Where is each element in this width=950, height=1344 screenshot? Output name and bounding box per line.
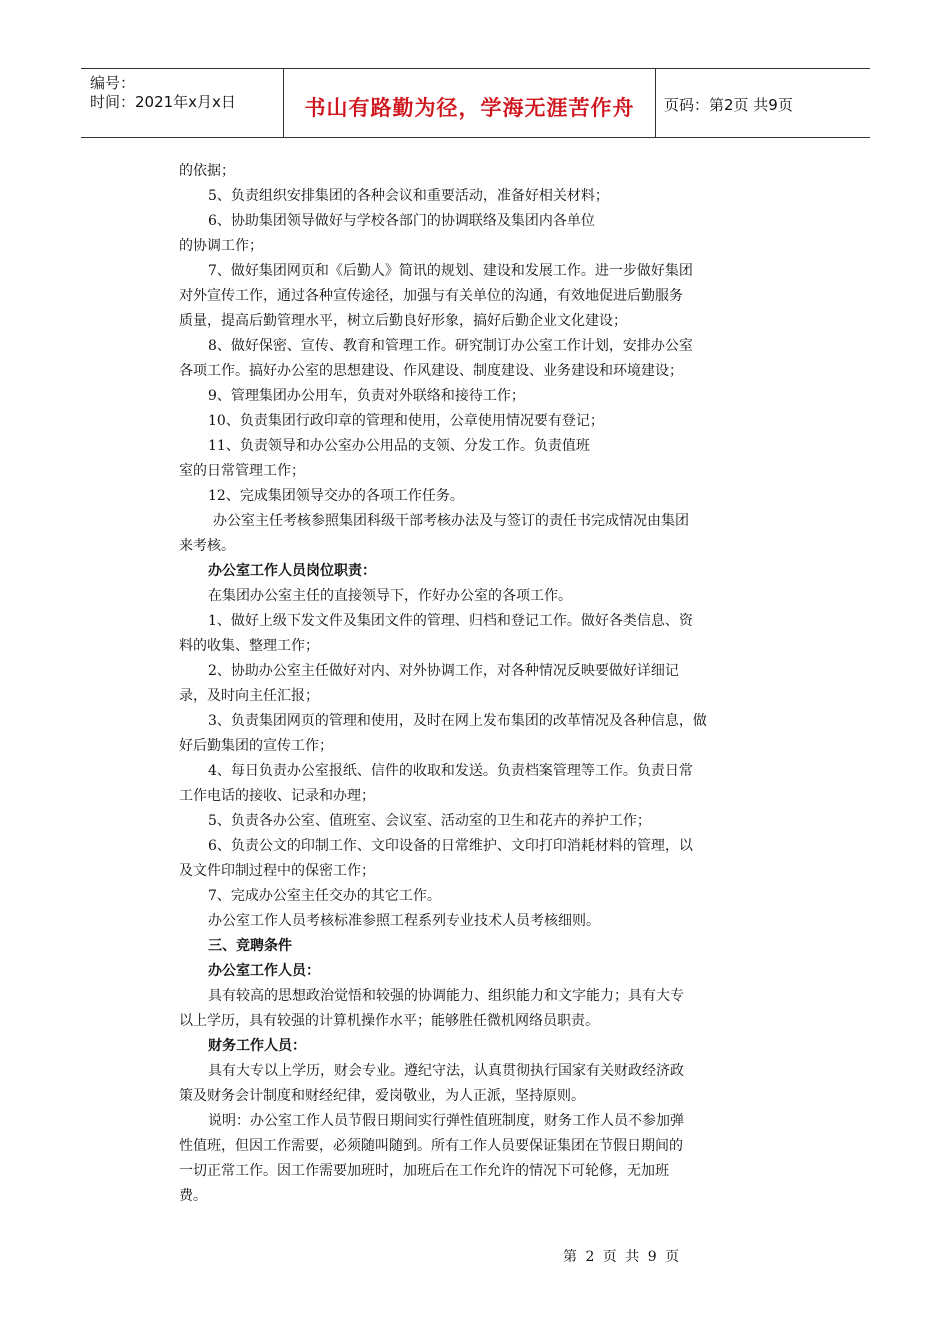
paragraph-line: 对外宣传工作，通过各种宣传途径，加强与有关单位的沟通，有效地促进后勤服务	[179, 288, 683, 304]
paragraph-line: 的协调工作；	[179, 238, 263, 254]
paragraph-line: 5、负责各办公室、值班室、会议室、活动室的卫生和花卉的养护工作；	[208, 813, 651, 829]
section-heading: 财务工作人员：	[208, 1038, 306, 1054]
paragraph-line: 4、每日负责办公室报纸、信件的收取和发送。负责档案管理等工作。负责日常	[208, 763, 693, 779]
paragraph-line: 质量，提高后勤管理水平，树立后勤良好形象，搞好后勤企业文化建设；	[179, 313, 627, 329]
paragraph-line: 以上学历，具有较强的计算机操作水平；能够胜任微机网络员职责。	[179, 1013, 599, 1029]
header-motto-cell	[283, 69, 656, 137]
document-body	[179, 159, 705, 1209]
paragraph-line: 性值班，但因工作需要，必须随叫随到。所有工作人员要保证集团在节假日期间的	[179, 1138, 683, 1154]
paragraph-line: 6、负责公文的印制工作、文印设备的日常维护、文印打印消耗材料的管理，以	[208, 838, 693, 854]
paragraph-line: 办公室主任考核参照集团科级干部考核办法及与签订的责任书完成情况由集团	[213, 513, 689, 529]
header-info-cell	[81, 69, 283, 137]
paragraph-line: 录，及时向主任汇报；	[179, 688, 319, 704]
paragraph-line: 具有较高的思想政治觉悟和较强的协调能力、组织能力和文字能力；具有大专	[208, 988, 684, 1004]
paragraph-line: 10、负责集团行政印章的管理和使用，公章使用情况要有登记；	[208, 413, 604, 429]
header-page-cell	[656, 69, 870, 137]
paragraph-line: 2、协助办公室主任做好对内、对外协调工作，对各种情况反映要做好详细记	[208, 663, 679, 679]
paragraph-line: 工作电话的接收、记录和办理；	[179, 788, 375, 804]
paragraph-line: 6、协助集团领导做好与学校各部门的协调联络及集团内各单位	[208, 213, 595, 229]
paragraph-line: 5、负责组织安排集团的各种会议和重要活动，准备好相关材料；	[208, 188, 609, 204]
paragraph-line: 12、完成集团领导交办的各项工作任务。	[208, 488, 464, 504]
header-motto: 书山有路勤为径，学海无涯苦作舟	[304, 96, 635, 120]
paragraph-line: 说明：办公室工作人员节假日期间实行弹性值班制度，财务工作人员不参加弹	[208, 1113, 684, 1129]
paragraph-line: 7、完成办公室主任交办的其它工作。	[208, 888, 441, 904]
page-header	[81, 68, 870, 138]
paragraph-line: 在集团办公室主任的直接领导下，作好办公室的各项工作。	[208, 588, 572, 604]
paragraph-line: 策及财务会计制度和财经纪律，爱岗敬业，为人正派，坚持原则。	[179, 1088, 585, 1104]
section-heading: 办公室工作人员岗位职责：	[208, 563, 376, 579]
document-date-label: 时间：2021年x月x日	[90, 93, 236, 111]
paragraph-line: 11、负责领导和办公室办公用品的支领、分发工作。负责值班	[208, 438, 590, 454]
header-page-number: 页码：第2页 共9页	[664, 96, 793, 114]
section-heading: 办公室工作人员：	[208, 963, 320, 979]
paragraph-line: 料的收集、整理工作；	[179, 638, 319, 654]
paragraph-line: 3、负责集团网页的管理和使用，及时在网上发布集团的改革情况及各种信息，做	[208, 713, 707, 729]
paragraph-line: 各项工作。搞好办公室的思想建设、作风建设、制度建设、业务建设和环境建设；	[179, 363, 683, 379]
paragraph-line: 室的日常管理工作；	[179, 463, 305, 479]
paragraph-line: 1、做好上级下发文件及集团文件的管理、归档和登记工作。做好各类信息、资	[208, 613, 693, 629]
page-footer: 第 2 页 共 9 页	[563, 1249, 680, 1265]
paragraph-line: 好后勤集团的宣传工作；	[179, 738, 333, 754]
paragraph-line: 及文件印制过程中的保密工作；	[179, 863, 375, 879]
paragraph-line: 9、管理集团办公用车，负责对外联络和接待工作；	[208, 388, 525, 404]
paragraph-line: 具有大专以上学历，财会专业。遵纪守法，认真贯彻执行国家有关财政经济政	[208, 1063, 684, 1079]
paragraph-line: 办公室工作人员考核标准参照工程系列专业技术人员考核细则。	[208, 913, 600, 929]
section-heading: 三、竞聘条件	[208, 938, 292, 954]
paragraph-line: 的依据；	[179, 163, 235, 179]
paragraph-line: 一切正常工作。因工作需要加班时，加班后在工作允许的情况下可轮修，无加班	[179, 1163, 669, 1179]
paragraph-line: 来考核。	[179, 538, 235, 554]
paragraph-line: 7、做好集团网页和《后勤人》简讯的规划、建设和发展工作。进一步做好集团	[208, 263, 693, 279]
paragraph-line: 8、做好保密、宣传、教育和管理工作。研究制订办公室工作计划，安排办公室	[208, 338, 693, 354]
paragraph-line: 费。	[179, 1188, 207, 1204]
document-number-label: 编号：	[90, 74, 136, 92]
